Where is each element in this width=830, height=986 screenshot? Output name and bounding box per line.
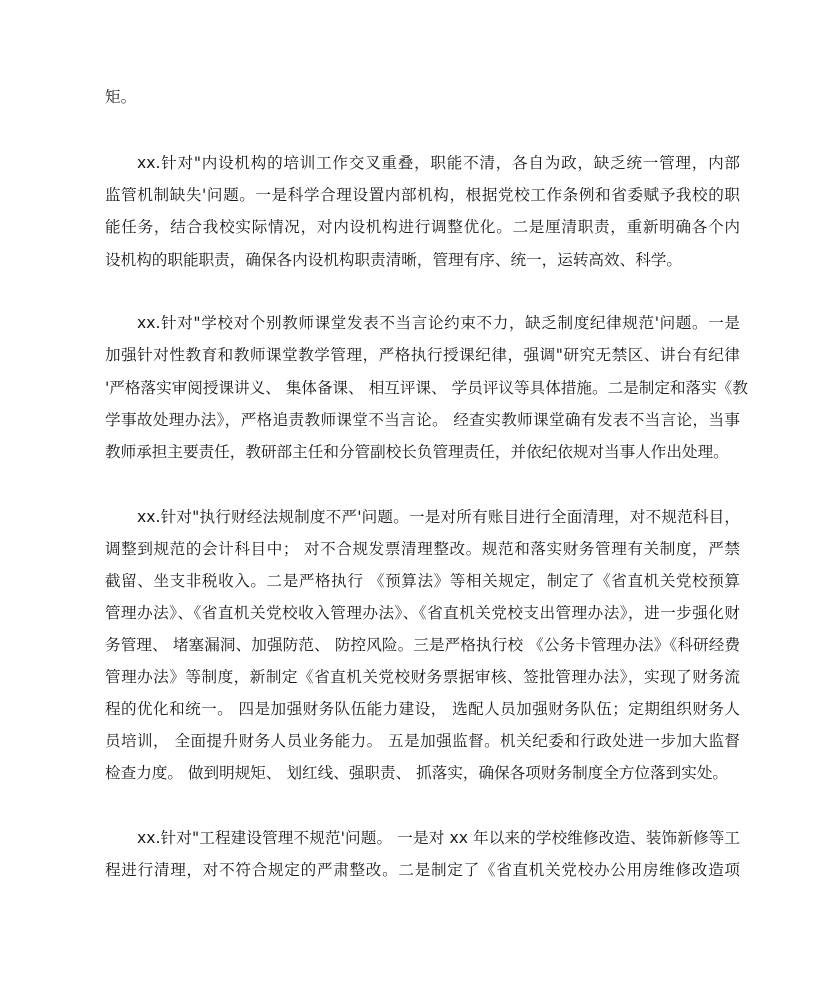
- text-line: 监管机制缺失'问题。一是科学合理设置内部机构，根据党校工作条例和省委赋予我校的职: [105, 186, 740, 204]
- text-line: 截留、坐支非税收入。二是严格执行 《预算法》等相关规定，制定了《省直机关党校预算: [105, 572, 740, 590]
- text-line: xx.针对"执行财经法规制度不严'问题。一是对所有账目进行全面清理，对不规范科目，: [137, 508, 740, 526]
- text-line: 调整到规范的会计科目中； 对不合规发票清理整改。规范和落实财务管理有关制度，严禁: [105, 540, 740, 558]
- text-line: 员培训， 全面提升财务人员业务能力。 五是加强监督。机关纪委和行政处进一步加大监督: [105, 732, 740, 750]
- text-line: xx.针对"内设机构的培训工作交叉重叠，职能不清，各自为政，缺乏统一管理，内部: [137, 154, 740, 172]
- text-line: 程进行清理，对不符合规定的严肃整改。二是制定了《省直机关党校办公用房维修改造项: [105, 861, 740, 879]
- text-line: 学事故处理办法》，严格追责教师课堂不当言论。 经查实教师课堂确有发表不当言论，当事: [105, 411, 740, 429]
- text-line: 教师承担主要责任，教研部主任和分管副校长负管理责任，并依纪依规对当事人作出处理。: [105, 443, 729, 461]
- text-line: 管理办法》、《省直机关党校收入管理办法》、《省直机关党校支出管理办法》，进一步强化财: [105, 604, 740, 622]
- text-line: 程的优化和统一。 四是加强财务队伍能力建设， 选配人员加强财务队伍；定期组织财务人: [105, 700, 740, 718]
- text-line: 设机构的职能职责，确保各内设机构职责清晰，管理有序、统一，运转高效、科学。: [105, 251, 682, 269]
- text-line: 加强针对性教育和教师课堂教学管理，严格执行授课纪律，强调"研究无禁区、讲台有纪律: [105, 346, 740, 364]
- text-line: xx.针对"学校对个别教师课堂发表不当言论约束不力，缺乏制度纪律规范'问题。一是: [137, 314, 740, 332]
- text-line: 能任务，结合我校实际情况，对内设机构进行调整优化。二是厘清职责，重新明确各个内: [105, 218, 740, 236]
- text-line: 矩。: [105, 88, 137, 106]
- text-line: '严格落实审阅授课讲义、 集体备课、 相互评课、 学员评议等具体措施。二是制定和落实《教: [105, 379, 748, 397]
- text-line: 检查力度。 做到明规矩、 划红线、强职责、 抓落实，确保各项财务制度全方位落到实处。: [105, 764, 729, 782]
- text-line: 管理办法》等制度，新制定《省直机关党校财务票据审核、签批管理办法》，实现了财务流: [105, 668, 740, 686]
- text-line: 务管理、 堵塞漏洞、加强防范、 防控风险。三是严格执行校 《公务卡管理办法》《科研经费: [105, 636, 740, 654]
- text-line: xx.针对"工程建设管理不规范'问题。 一是对 xx 年以来的学校维修改造、装饰新修等工: [137, 829, 740, 847]
